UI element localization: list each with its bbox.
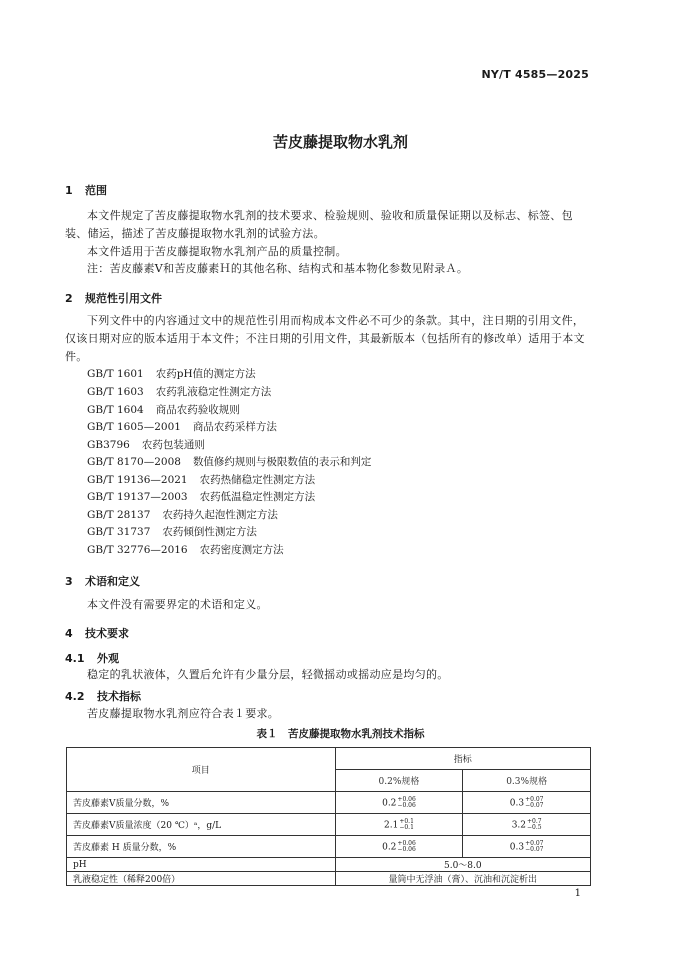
- reference-title: 农药热储稳定性测定方法: [199, 474, 316, 486]
- reference-item: [87, 489, 315, 507]
- value-base: 0.3: [509, 798, 525, 808]
- reference-title: 农药倾倒性测定方法: [162, 526, 257, 538]
- reference-code: GB/T 19136—2021: [87, 474, 188, 486]
- reference-title: 数值修约规则与极限数值的表示和判定: [192, 456, 372, 468]
- reference-title: 农药低温稳定性测定方法: [199, 491, 316, 503]
- reference-code: GB/T 1603: [87, 386, 144, 398]
- tolerance-lower: −0.06: [397, 801, 416, 809]
- table-row: [67, 872, 591, 886]
- reference-title: 农药pH值的测定方法: [155, 368, 256, 380]
- row-item: 乳液稳定性（稀释200倍）: [67, 872, 336, 886]
- row-value-merged: 5.0～8.0: [335, 858, 590, 872]
- row-value-a: [335, 814, 463, 836]
- column-header-index: 指标: [335, 748, 590, 770]
- row-value-merged: 量筒中无浮油（膏）、沉油和沉淀析出: [335, 872, 590, 886]
- tolerance-lower: −0.5: [527, 823, 542, 831]
- tolerance-upper: +0.06: [397, 795, 416, 803]
- row-value-b: [463, 792, 591, 814]
- tolerance-upper: +0.07: [525, 839, 544, 847]
- row-item: 苦皮藤素Ⅴ质量分数，%: [67, 792, 336, 814]
- reference-item: [87, 437, 205, 455]
- section-3-heading: [65, 573, 140, 589]
- reference-item: [87, 454, 371, 472]
- row-value-b: [463, 814, 591, 836]
- reference-code: GB/T 1601: [87, 368, 144, 380]
- table-row: [67, 858, 591, 872]
- section-title: 技术指标: [97, 690, 141, 703]
- spec-table: [66, 747, 591, 886]
- tolerance-lower: −0.1: [399, 823, 414, 831]
- reference-item: [87, 472, 315, 490]
- tolerance-upper: +0.06: [397, 839, 416, 847]
- reference-title: 商品农药验收规则: [155, 404, 240, 416]
- section-2-paragraph: 下列文件中的内容通过文中的规范性引用而构成本文件必不可少的条款。其中，注日期的引用文件，仅该日期对应的版本适用于本文件；不注日期的引用文件，其最新版本（包括所有的修改单）适用于本文件。: [65, 314, 585, 363]
- section-1-paragraph-1: 本文件规定了苦皮藤提取物水乳剂的技术要求、检验规则、验收和质量保证期以及标志、标签、包装、储运，描述了苦皮藤提取物水乳剂的试验方法。: [65, 209, 573, 240]
- value-base: 0.2: [382, 842, 397, 852]
- tolerance-lower: −0.06: [397, 845, 416, 853]
- column-header-item: 项目: [67, 748, 336, 792]
- section-number: 4.2: [65, 690, 85, 703]
- value-base: 0.2: [382, 798, 397, 808]
- section-number: 2: [65, 292, 73, 305]
- column-header-spec-a: 0.2%规格: [335, 770, 463, 792]
- reference-code: GB/T 8170—2008: [87, 456, 181, 468]
- reference-title: 农药包装通则: [141, 439, 205, 451]
- table-row: [67, 836, 591, 858]
- section-title: 技术要求: [85, 627, 129, 640]
- section-1-paragraph-2: 本文件适用于苦皮藤提取物水乳剂产品的质量控制。: [87, 245, 347, 258]
- table-caption: 表１ 苦皮藤提取物水乳剂技术指标: [256, 728, 425, 740]
- table-row: [67, 792, 591, 814]
- reference-item: [87, 402, 240, 420]
- row-item: 苦皮藤素 H 质量分数，%: [67, 836, 336, 858]
- section-number: 4.1: [65, 652, 85, 665]
- reference-item: [87, 419, 277, 437]
- reference-code: GB/T 19137—2003: [87, 491, 188, 503]
- column-header-spec-b: 0.3%规格: [463, 770, 591, 792]
- section-4-2-paragraph: 苦皮藤提取物水乳剂应符合表１要求。: [87, 707, 280, 720]
- tolerance-upper: +0.7: [527, 817, 542, 825]
- row-value-a: [335, 836, 463, 858]
- page-number: 1: [574, 888, 581, 899]
- tolerance-upper: +0.1: [399, 817, 414, 825]
- row-item: pH: [67, 858, 336, 872]
- reference-item: [87, 524, 257, 542]
- section-title: 范围: [85, 184, 107, 197]
- reference-code: GB/T 32776—2016: [87, 544, 188, 556]
- section-4-2-heading: [65, 688, 141, 704]
- value-base: 2.1: [384, 820, 399, 830]
- document-code: NY/T 4585—2025: [481, 68, 589, 81]
- section-number: 3: [65, 575, 73, 588]
- section-1-heading: [65, 182, 107, 198]
- tolerance-lower: −0.07: [525, 845, 544, 853]
- tolerance-upper: +0.07: [525, 795, 544, 803]
- reference-title: 农药持久起泡性测定方法: [162, 509, 278, 521]
- reference-item: [87, 542, 284, 560]
- reference-title: 商品农药采样方法: [192, 421, 277, 433]
- value-base: 3.2: [511, 820, 527, 830]
- section-2-heading: [65, 290, 162, 306]
- table-row: [67, 814, 591, 836]
- section-title: 规范性引用文件: [85, 292, 162, 305]
- section-3-paragraph: 本文件没有需要界定的术语和定义。: [87, 598, 268, 611]
- value-base: 0.3: [509, 842, 525, 852]
- table-header-row: [67, 748, 591, 770]
- section-1-note: 注：苦皮藤素Ⅴ和苦皮藤素Ｈ的其他名称、结构式和基本物化参数见附录Ａ。: [87, 262, 469, 275]
- reference-item: [87, 507, 278, 525]
- reference-code: GB3796: [87, 439, 130, 451]
- row-item: 苦皮藤素Ⅴ质量浓度（20 ℃）ᵃ，g/L: [67, 814, 336, 836]
- section-4-1-heading: [65, 650, 119, 666]
- row-value-b: [463, 836, 591, 858]
- tolerance-lower: −0.07: [525, 801, 544, 809]
- reference-item: [87, 366, 256, 384]
- reference-title: 农药乳液稳定性测定方法: [155, 386, 272, 398]
- section-number: 1: [65, 184, 73, 197]
- reference-item: [87, 384, 271, 402]
- reference-code: GB/T 1604: [87, 404, 144, 416]
- row-value-a: [335, 792, 463, 814]
- document-title: 苦皮藤提取物水乳剂: [272, 133, 408, 151]
- reference-code: GB/T 1605—2001: [87, 421, 181, 433]
- reference-code: GB/T 31737: [87, 526, 151, 538]
- section-4-1-paragraph: 稳定的乳状液体，久置后允许有少量分层，轻微摇动或摇动应是均匀的。: [87, 668, 449, 681]
- reference-code: GB/T 28137: [87, 509, 151, 521]
- reference-title: 农药密度测定方法: [199, 544, 284, 556]
- section-number: 4: [65, 627, 73, 640]
- section-title: 外观: [97, 652, 119, 665]
- section-title: 术语和定义: [85, 575, 140, 588]
- section-4-heading: [65, 625, 129, 641]
